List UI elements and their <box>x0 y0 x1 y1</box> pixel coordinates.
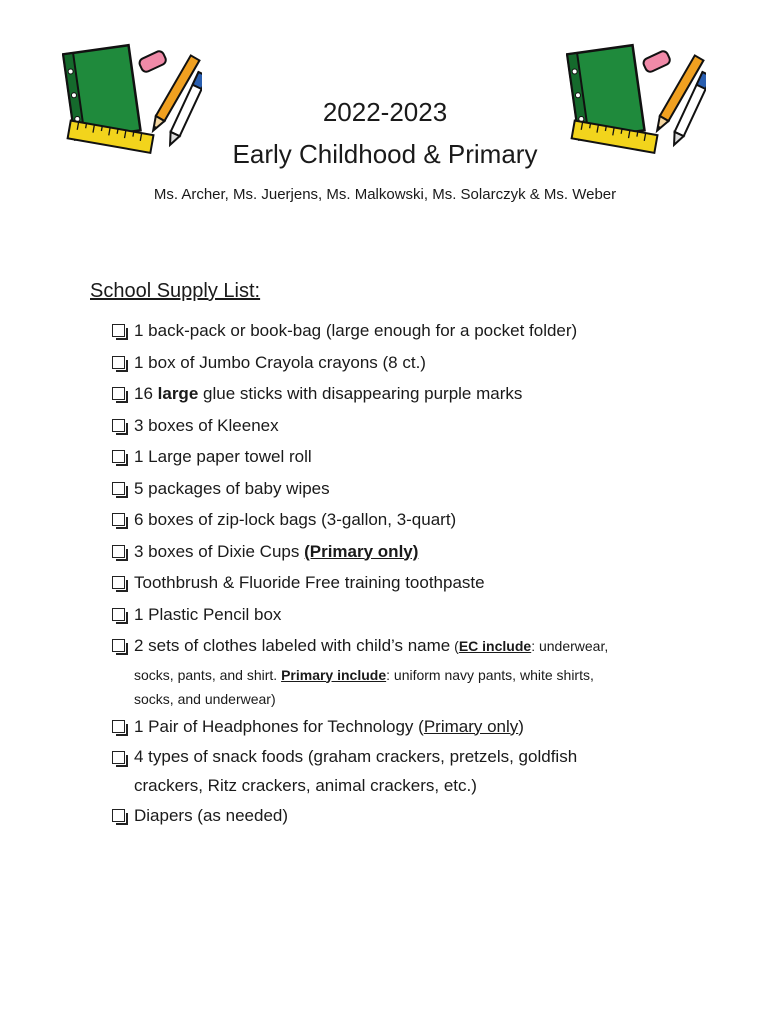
list-item: 3 boxes of Kleenex <box>112 410 692 442</box>
supply-list-title: School Supply List: <box>90 280 261 302</box>
list-item: 1 box of Jumbo Crayola crayons (8 ct.) <box>112 347 692 379</box>
list-item: 3 boxes of Dixie Cups (Primary only) <box>112 536 692 568</box>
checkbox-icon <box>112 639 125 652</box>
list-item: 4 types of snack foods (graham crackers, pretzels, goldfish crackers, Ritz crackers, animal crackers, etc.) <box>112 742 692 800</box>
school-year: 2022-2023 <box>322 97 448 127</box>
checkbox-icon <box>112 809 125 822</box>
list-item: 1 Plastic Pencil box <box>112 599 692 631</box>
teacher-names: Ms. Archer, Ms. Juerjens, Ms. Malkowski, Ms. Solarczyk & Ms. Weber <box>153 186 617 203</box>
list-item: Toothbrush & Fluoride Free training toothpaste <box>112 567 692 599</box>
list-item: 16 large glue sticks with disappearing purple marks <box>112 378 692 410</box>
checkbox-icon <box>112 513 125 526</box>
checkbox-icon <box>112 608 125 621</box>
checkbox-icon <box>112 387 125 400</box>
document-header <box>0 95 770 205</box>
list-item: 1 Large paper towel roll <box>112 441 692 473</box>
list-item: 1 Pair of Headphones for Technology (Primary only) <box>112 711 692 743</box>
list-item: 2 sets of clothes labeled with child’s name (EC include: underwear, socks, pants, and shirt. Primary include: uniform navy pants, white shirts, socks, and underwear) <box>112 630 692 711</box>
checkbox-icon <box>112 545 125 558</box>
program-title: Early Childhood & Primary <box>232 139 538 169</box>
checkbox-icon <box>112 576 125 589</box>
supply-list <box>112 315 692 832</box>
list-item: 6 boxes of zip-lock bags (3-gallon, 3-quart) <box>112 504 692 536</box>
checkbox-icon <box>112 356 125 369</box>
checkbox-icon <box>112 419 125 432</box>
checkbox-icon <box>112 720 125 733</box>
checkbox-icon <box>112 751 125 764</box>
list-item: 5 packages of baby wipes <box>112 473 692 505</box>
checkbox-icon <box>112 324 125 337</box>
list-item: Diapers (as needed) <box>112 800 692 832</box>
list-item: 1 back-pack or book-bag (large enough for a pocket folder) <box>112 315 692 347</box>
checkbox-icon <box>112 482 125 495</box>
checkbox-icon <box>112 450 125 463</box>
